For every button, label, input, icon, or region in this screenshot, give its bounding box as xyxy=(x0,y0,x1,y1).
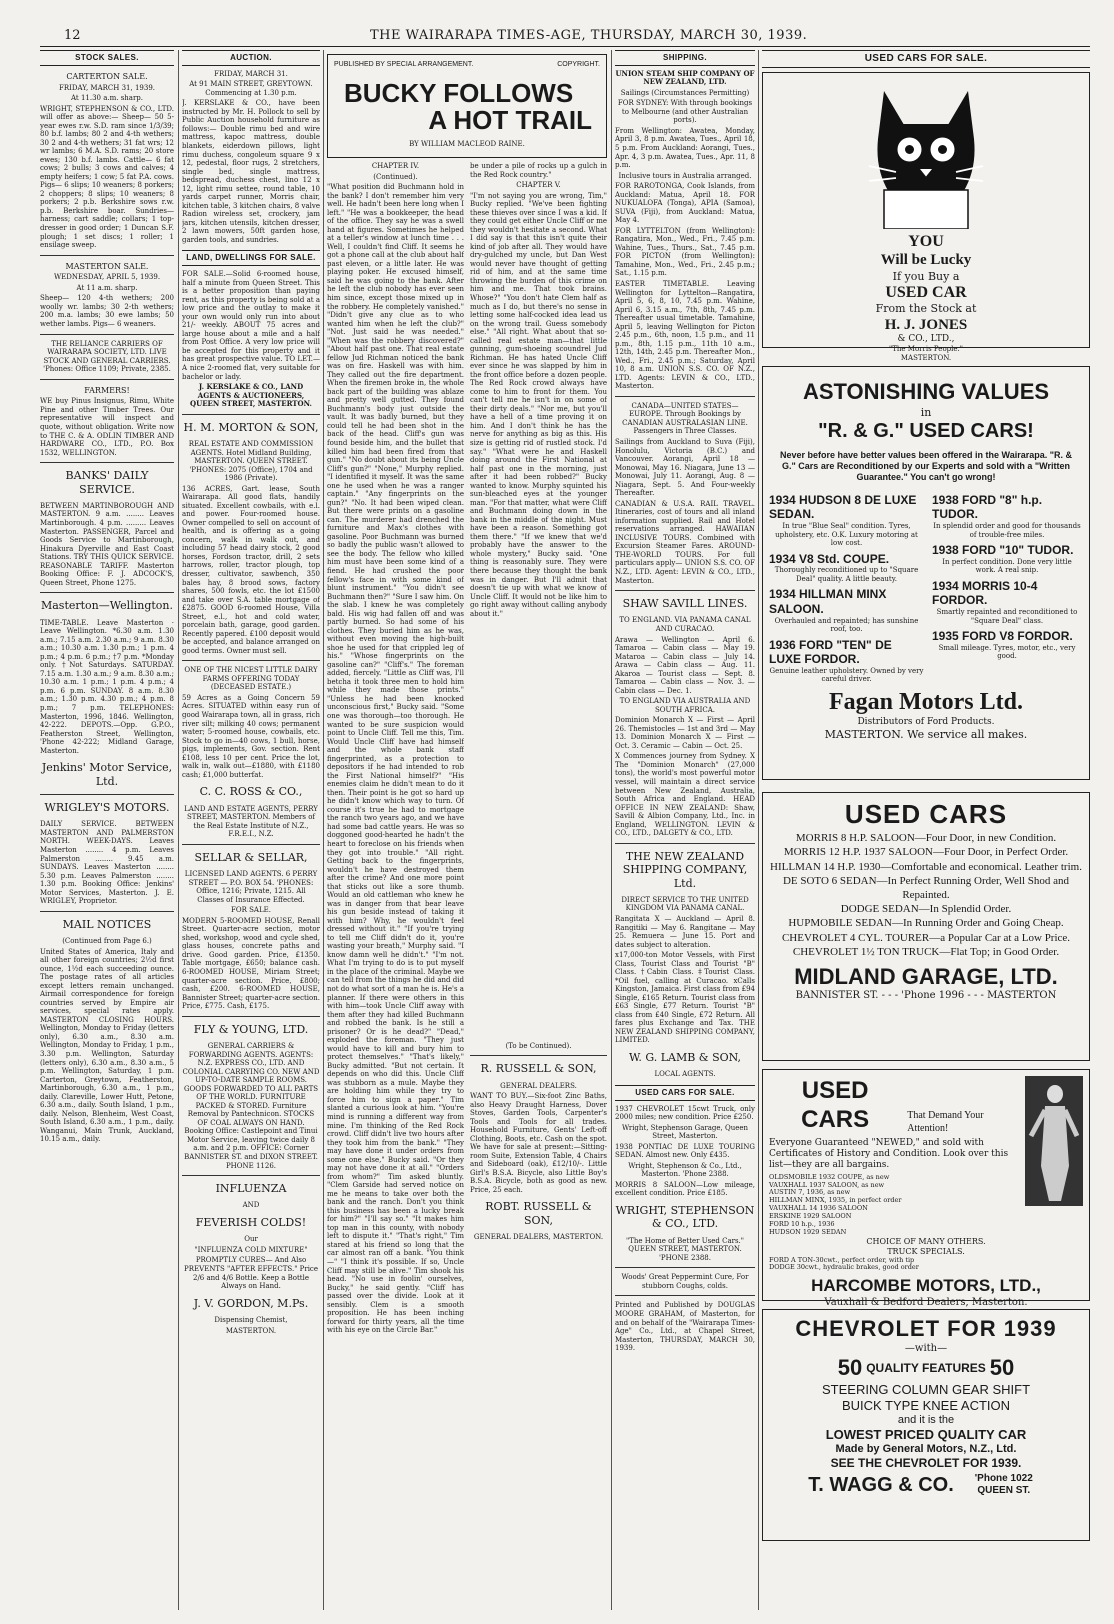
car-listing: AUSTIN 7, 1936, as new xyxy=(769,1188,851,1197)
ad-line: Made by General Motors, N.Z., Ltd. xyxy=(835,1443,1017,1456)
ad-line: USED CAR xyxy=(885,283,967,301)
ad-title: J. V. GORDON, M.Ps. xyxy=(193,1296,309,1310)
ad-text: PROMPTLY CURES— And Also PREVENTS "AFTER EFFECTS." Price 2/6 and 4/6 Bottle. Keep a Bottle Always on Hand. xyxy=(183,1256,318,1291)
section-header: LAND, DWELLINGS FOR SALE. xyxy=(182,250,320,266)
sailing-table: Arawa — Wellington — April 6. Tamaroa — Cabin class — May 19. Mataroa — Cabin class — July 14. Arawa — Cabin class — Aug. 11. Akaroa — Tourist class — Sept. 8. Tamaroa — Cabin class — Nov. 3. — Cabin class — Dec. 1. xyxy=(615,635,755,695)
serial-title-line1: BUCKY FOLLOWS xyxy=(344,77,574,108)
divider xyxy=(470,1055,607,1056)
dealer-foot: Vauxhall & Bedford Dealers, Masterton. xyxy=(824,1297,1028,1309)
banner-left: PUBLISHED BY SPECIAL ARRANGEMENT. xyxy=(334,61,474,68)
jones-ad xyxy=(762,72,1090,362)
ad-title: Jenkins' Motor Service, Ltd. xyxy=(41,761,173,788)
ad-headline: "R. & G." USED CARS! xyxy=(818,420,1034,443)
section-subtitle: (Continued from Page 6.) xyxy=(62,937,152,946)
agent-title: FLY & YOUNG, LTD. xyxy=(193,1022,309,1036)
section-title: MAIL NOTICES xyxy=(62,917,152,931)
small-ad: Woods' Great Peppermint Cure, For stubborn Coughs, colds. xyxy=(621,1273,749,1290)
car-model: 1934 HILLMAN MINX SALOON. xyxy=(769,587,887,616)
ad-text: Our xyxy=(244,1235,258,1244)
chapter-note: (Continued). xyxy=(373,172,418,181)
company-note: Sailings (Circumstances Permitting) xyxy=(620,88,750,97)
ad-line: Will be Lucky xyxy=(880,252,972,269)
feature-label: QUALITY FEATURES xyxy=(866,1361,986,1376)
listing-heading: FOR SALE. xyxy=(231,906,271,915)
section-header: AUCTION. xyxy=(182,50,320,66)
column-car-ads xyxy=(762,50,1090,1615)
ad-title: FARMERS! xyxy=(84,385,130,395)
divider xyxy=(40,255,174,256)
company-title: SHAW SAVILL LINES. xyxy=(622,597,748,611)
ad-headline: USED CARS xyxy=(801,1077,870,1134)
imprint: Printed and Published by DOUGLAS MOORE GRAHAM, of Masterton, for and on behalf of the "Wairarapa Times-Age" Co., Ltd., at Chapel Street, Masterton, THURSDAY, MARCH 30, 1939. xyxy=(615,1301,755,1353)
sale-date: FRIDAY, MARCH 31, 1939. xyxy=(58,83,156,92)
sailing-table: Sailings from Auckland to Suva (Fiji), Honolulu, Victoria (B.C.) and Vancouver. Aorangi, April 18 — Monowai, May 16. Niagara, June 13 — Monowai, July 11. Aorangi, Aug. 8 — Niagara, Sept. 5. And Four-weekly Thereafter. xyxy=(615,438,755,498)
car-listing: MORRIS 8 H.P. SALOON—Four Door, in new Condition. xyxy=(795,831,1057,844)
sale-title: MASTERTON SALE. xyxy=(65,261,149,271)
agent-details: GENERAL CARRIERS & FORWARDING AGENTS. AGENTS: N.Z. EXPRESS CO., LTD. AND COLONIAL CARRYING CO. NEW AND UP-TO-DATE SAMPLE ROOMS. GOODS FORWARDED TO ALL PARTS OF THE WORLD. FURNITURE PACKED & STORED. Furniture Removal by Pantechnicon. STOCKS OF COAL ALWAYS ON HAND. Booking Office: Castlepoint and Tinui Motor Service, leaving twice daily 8 a.m. and 2 p.m. OFFICE: Corner BANNISTER ST. and DIXON STREET. PHONE 1126. xyxy=(182,1042,320,1170)
sailing-table: From Wellington: Awatea, Monday, April 3, 8 p.m. Awatea, Tues., April 18, 5 p.m. From Auckland: Aorangi, Tues., Apr. 4, 3 p.m. Awatea, Tues., Apr. 11, 8 p.m. xyxy=(615,126,755,170)
car-listing: DE SOTO 6 SEDAN—In Perfect Running Order, Well Shod and Repainted. xyxy=(782,875,1070,901)
sale-listing: Sheep— 120 4-th wethers; 200 woolly wr. lambs; 30 2-th wethers; 200 m.a. lambs; 30 ewe lambs; 50 wether lambs. Pigs— 6 weaners. xyxy=(40,294,174,328)
car-listing: DODGE SEDAN—In Splendid Order. xyxy=(840,902,1012,915)
land-listing: MODERN 5-ROOMED HOUSE, Renall Street. Quarter-acre section, motor shed, workshop, wood and cycle shed, glass houses, concrete paths and drive. Good garden. Price, £1350. Table mortgage, £650; balance cash. 6-ROOMED HOUSE, Miriam Street; quarter-acre section. Price, £800; cash, £200. 6-ROOMED HOUSE, Bannister Street; quarter-acre section. Price, £775. Cash, £175. xyxy=(182,916,320,1011)
car-listing: MORRIS 12 H.P. 1937 SALOON—Four Door, in Perfect Order. xyxy=(783,846,1069,859)
divider xyxy=(182,660,320,661)
listing-heading: ONE OF THE NICEST LITTLE DAIRY FARMS OFFERING TODAY (DECEASED ESTATE.) xyxy=(184,666,318,692)
mail-body: United States of America, Italy and all other foreign countries; 2½d first ounce, 1½d each succeeding ounce. The postage rates of all articles except letters remain unchanged. Airmail correspondence for foreign countries served by Empire air services, special rates apply. MASTERTON CLOSING HOURS. Wellington, Monday to Friday (letters only), 6.30 a.m., 8.30 a.m. Wellington, Monday to Friday, 1 p.m., 3.30 p.m. Wellington, Saturday (letters only), 6.30 a.m., 8.30 a.m., 5 p.m. Wellington, Saturday, 1 p.m. Carterton, Greytown, Featherston, Martinborough, 6.30 a.m., 1 p.m., daily. Clareville, Lower Hutt, Petone, 6.30 a.m., daily. South Island, 1 p.m., daily. Nelson, Blenheim, West Coast, South Island, 6.30 a.m., 1 p.m., daily. Wanganui, Main Trunk, Auckland, 10.15 a.m., daily. xyxy=(40,947,174,1144)
ad-body: WE buy Pinus Insignus, Rimu, White Pine and other Timber Trees. Our representative will inspect and quote, without obligation. Write now to THE C. & A. ODLIN TIMBER AND HARDWARE CO., LTD., P.O. Box 1532, WELLINGTON. xyxy=(40,397,174,457)
ad-line: YOU xyxy=(908,232,944,250)
ad-line: —with— xyxy=(904,1343,948,1355)
car-listing: VAUXHALL 14 1936 SALOON xyxy=(769,1204,868,1213)
ad-title: Masterton—Wellington. xyxy=(40,599,173,613)
ad-headline: ASTONISHING VALUES xyxy=(802,379,1050,405)
agent-title: H. M. MORTON & SON, xyxy=(183,420,319,434)
column-rule xyxy=(611,50,612,1610)
car-listing: HUDSON 1929 SEDAN xyxy=(769,1228,847,1237)
story-text: be under a pile of rocks up a gulch in the Red Rock country." xyxy=(470,162,607,179)
ad-title: ROBT. RUSSELL & SON, xyxy=(485,1200,592,1227)
car-model: 1934 MORRIS 10-4 FORDOR. xyxy=(932,578,1038,608)
car-listing: 1937 CHEVROLET 15cwt Truck, only 2000 miles; new condition. Price £250. xyxy=(615,1104,755,1122)
dealer-name: T. WAGG & CO. xyxy=(808,1474,954,1497)
ad-body: WANT TO BUY.—Six-foot Zinc Baths, also Heavy Draught Harness, Dover Stoves, Garden Tools, Carpenter's Tools and Tools for all trades. Household Furniture, Gents' Left-off Clothing, Boots, etc. Cash on the spot. We have for sale at present:—Sitting-room Suite, Extension Table, 4 Chairs and Sideboard (oak), £12/10/-. Little Girl's B.S.A. Bicycle, also Little Boy's B.S.A. Bicycle, both as good as new. Price, 25 each. xyxy=(470,1092,607,1194)
auction-date: FRIDAY, MARCH 31. xyxy=(214,69,288,78)
timetable: TIME-TABLE. Leave Masterton · Leave Wellington. *6.30 a.m. 1.30 a.m.; 7.15 a.m. 2.30 a.m.; 9 a.m. 8.30 a.m.; 10.30 a.m. 1.30 p.m.; 1 p.m. 4 p.m.; 4 p.m. 6 p.m.; †7 p.m. *Monday only. †Not Saturdays. SATURDAY. 7.15 a.m. 1.30 a.m.; 9 a.m. 8.30 a.m.; 10.30 a.m. 1 p.m.; 1 p.m. 4 p.m.; 4 p.m. 6 p.m. SUNDAY. 8 a.m. 8.30 a.m.; 1.30 p.m. 4.30 p.m.; 4 p.m. 8 p.m.; 7 p.m. TELEPHONES: Masterton, 1996, 1846. Wellington, 42-222. DEPOTS.—Opp. G.P.O., Featherston Street, Wellington, 'Phone 42-222; Midland Garage, Masterton. xyxy=(40,618,174,755)
serial-author: BY WILLIAM MACLEOD RAINE. xyxy=(409,140,525,149)
route-note: CANADIAN & U.S.A. RAIL TRAVEL. Itineraries, cost of tours and all inland information supplied. Rail and Hotel reservations arranged. HAWAIIAN INCLUSIVE TOURS. Combined with Excursion Steamer Fares. AROUND-THE-WORLD TOURS. For full particulars apply— UNION S.S. CO. OF N.Z., LTD. Agent: LEVIN & CO., LTD., Masterton. xyxy=(615,499,755,585)
ad-title: INFLUENZA xyxy=(215,1182,287,1196)
dealer-foot: BANNISTER ST. - - - 'Phone 1996 - - - MASTERTON xyxy=(795,990,1057,1002)
sale-listing: WRIGHT, STEPHENSON & CO., LTD. will offer as above:— Sheep— 50 5-year ewes r.w. S.D. ram since 1/3/39; 80 b.f. lambs; 80 2 and 4-th wethers; 30 2 and 4-th wethers; 31 fat wrs; 12 wr lambs; 6 M.A. S.D. rams; 20 store ewes; 130 b.f. lambs. Cattle— 6 fat cows; 2 bulls; 3 cows and calves; 4 empty heifers; 1 cow; 5 fat P.A. cows. Pigs— 6 slips; 10 weaners; 8 porkers; 2 choppers; 8 slips; 10 weaners; 8 porkers; 2 p.b. Berkshire sows r.w. p.b. Berkshire boar. Sundries— harness; cart saddle; collars; 1 top-dresser in good order; 1 Duncan S.F. plough; 1 set discs; 1 roller; 1 ensilage sweep. xyxy=(40,104,174,250)
ad-text: AND xyxy=(242,1201,260,1210)
dealer-details: "The Home of Better Used Cars." QUEEN STREET, MASTERTON. 'PHONE 2388. xyxy=(626,1236,744,1262)
fagan-ad xyxy=(762,366,1090,780)
ad-line: BUICK TYPE KNEE ACTION xyxy=(841,1397,1011,1413)
chapter-heading: CHAPTER IV. xyxy=(371,162,420,170)
car-model: 1938 FORD "10" TUDOR. xyxy=(932,543,1074,558)
ad-headline: USED CARS xyxy=(844,799,1008,830)
column-rule xyxy=(758,50,759,1610)
route: CANADA—UNITED STATES—EUROPE. Through Bookings by CANADIAN AUSTRALASIAN LINE. Passengers in Three Classes. xyxy=(622,401,748,436)
divider xyxy=(615,1295,755,1296)
ad-line: and it is the xyxy=(897,1413,955,1426)
divider xyxy=(40,592,174,593)
divider xyxy=(40,462,174,463)
route: DIRECT SERVICE TO THE UNITED KINGDOM VIA PANAMA CANAL. xyxy=(621,895,749,913)
ad-title: R. RUSSELL & SON, xyxy=(480,1062,597,1076)
agent-details: LICENSED LAND AGENTS. 6 PERRY STREET — P.O. BOX 54. 'PHONES: Office, 1216; Private, 1215. All Classes of Insurance Effected. xyxy=(184,870,318,904)
route: FOR SYDNEY: With through bookings to Melbourne (and other Australian ports). xyxy=(617,99,753,125)
land-listing: FOR SALE.—Solid 6-roomed house, half a minute from Queen Street. This is a better proposition than paying rent, as this property is being sold at a low price and the outlay to make it your own would only run into about 21/- weekly. ABOUT 75 acres and large house about a mile and a half from Post Office. A very low price will be accepted for this property and it has great prospective value. TO LET.—A nice 2-roomed flat, very suitable for bachelor or lady. xyxy=(182,270,320,381)
continued-note: (To be Continued). xyxy=(505,1041,572,1050)
dealer-foot: MASTERTON. We service all makes. xyxy=(824,728,1028,742)
ad-body: BETWEEN MARTINBOROUGH AND MASTERTON. 9 a.m. ........ Leaves Martinborough. 4 p.m. ......... Leaves Masterton. PASSENGER, Parcel and Goods Service to Martinborough, Hinakura Dyerville and East Coast Stations. TRY THIS QUICK SERVICE. REASONABLE TARIFF. Masterton Booking Office: F. J. ADCOCK'S, Queen Street, Phone 1275. xyxy=(40,501,174,587)
ad-intro: Never before have better values been offered in the Wairarapa. "R. & G." Cars are Reconditioned by our Experts and sold with a "Written Guarantee." You can't go wrong! xyxy=(779,449,1073,482)
car-dealer: Wright, Stephenson Garage, Queen Street, Masterton. xyxy=(621,1123,749,1141)
car-model: 1934 HUDSON 8 DE LUXE SEDAN. xyxy=(769,492,917,522)
classical-figure-illustration xyxy=(1025,1076,1083,1206)
ad-line: STEERING COLUMN GEAR SHIFT xyxy=(821,1382,1031,1398)
sailing-table: Dominion Monarch X — First — April 26. Themistocles — 1st and 3rd — May 13. Dominion Monarch X — First — Oct. 3. Ceramic — Cabin — Oct. 25. xyxy=(615,716,755,750)
newspaper-title: THE WAIRARAPA TIMES-AGE, THURSDAY, MARCH 30, 1939. xyxy=(370,28,808,43)
car-listing: 1938 PONTIAC DE LUXE TOURING SEDAN. Almost new. Only £435. xyxy=(615,1142,755,1160)
ad-line: LOWEST PRICED QUALITY CAR xyxy=(825,1427,1027,1443)
dealer-name: MIDLAND GARAGE, LTD. xyxy=(794,963,1058,989)
dealer-name: H. J. JONES xyxy=(884,316,968,333)
company-name: UNION STEAM SHIP COMPANY OF NEW ZEALAND, LTD. xyxy=(615,68,755,87)
column-serial xyxy=(327,50,607,1615)
section-header: USED CARS FOR SALE. xyxy=(762,50,1090,68)
car-description: In perfect condition. Done very little work. A real snip. xyxy=(942,557,1072,575)
divider xyxy=(40,794,174,795)
ad-title: FEVERISH COLDS! xyxy=(195,1215,307,1229)
timetable: DAILY SERVICE. BETWEEN MASTERTON AND PALMERSTON NORTH. WEEK-DAYS. Leaves Masterton ........ 4 p.m. Leaves Palmerston ........ 9.45 a.m. SUNDAYS. Leaves Masterton ........ 5.30 p.m. Leaves Palmerston ........ 1.30 p.m. Booking Office: Jenkins' Motor Services, Masterton. J. E. WRIGLEY, Proprietor. xyxy=(40,820,174,906)
car-listing: OLDSMOBILE 1932 COUPE, as new xyxy=(769,1172,890,1181)
chapter-heading: CHAPTER V. xyxy=(516,181,561,190)
car-listing: HILLMAN MINX, 1935, in perfect order xyxy=(769,1196,902,1205)
dealer-sub: Distributors of Ford Products. xyxy=(857,717,995,728)
sale-time: At 11.30 a.m. sharp. xyxy=(70,94,144,103)
car-listing: HILLMAN 14 H.P. 1930—Comfortable and economical. Leather trim. xyxy=(770,860,1082,873)
car-list xyxy=(769,832,1083,960)
ad-line: & CO., LTD., xyxy=(897,334,955,345)
car-model: 1934 V8 Std. COUPE. xyxy=(769,551,890,566)
ad-line: DODGE 30cwt., hydraulic brakes, good order xyxy=(769,1263,919,1272)
car-listing: MORRIS 8 SALOON—Low mileage, excellent condition. Price £185. xyxy=(615,1180,755,1198)
masthead xyxy=(40,26,1090,47)
divider xyxy=(615,396,755,397)
car-listing: CHEVROLET 1½ TON TRUCK—Flat Top; in Good Order. xyxy=(792,946,1060,959)
divider xyxy=(182,1175,320,1176)
black-cat-illustration xyxy=(851,79,1001,229)
harcombe-ad xyxy=(762,1069,1090,1309)
sailing-table: Rangitata X — Auckland — April 8. Rangitiki — May 6. Rangitane — May 25. Remuera — June 15. Port and dates subject to alteration. xyxy=(615,915,755,949)
car-model: 1938 FORD "8" h.p. TUDOR. xyxy=(932,492,1043,522)
agent-title: C. C. ROSS & CO., xyxy=(199,785,303,799)
car-model: 1936 FORD "TEN" DE LUXE FORDOR. xyxy=(769,637,892,667)
column-auction xyxy=(182,50,320,1615)
ad-headline: CHEVROLET FOR 1939 xyxy=(795,1316,1057,1342)
serial-text-left xyxy=(327,162,464,1615)
ad-title: WRIGLEY'S MOTORS. xyxy=(44,800,170,814)
route: TO ENGLAND VIA AUSTRALIA AND SOUTH AFRICA. xyxy=(619,697,751,714)
divider xyxy=(615,1267,755,1268)
ad-title: BANKS' DAILY SERVICE. xyxy=(65,469,149,496)
route: FOR LYTTELTON (from Wellington): Rangatira, Mon., Wed., Fri., 7.45 p.m. Wahine, Tues., Thurs., Sat., 7.45 p.m. FOR PICTON (from Wellington): Tamahine, Mon., Wed., Fri., 2.45 p.m.; Sat., 1.15 p.m. xyxy=(615,226,755,278)
dealer-title: WRIGHT, STEPHENSON & CO., LTD. xyxy=(615,1203,755,1231)
story-text: "What position did Buchmann hold in the bank? I don't remember him very well. He hadn't been here long when I left." "He was a bookkeeper, the head of the office. They say he was a swell hand at figures. Sometimes he helped at a teller's window at lunch time . . . Well, I couldn't find Cliff. It seems he got a phone call at the club about half past eleven, or a little later. He was playing poker. He excused himself, said he was going to the bank. After he left the club nobody has ever seen him since, except those mixed up in the robbery. He completely vanished." "Didn't give any clue as to who wanted him when he left the club?" "Not. Just said he was needed." "When was the robbery discovered?" "About half past one. That real estate fellow Jud Richman noticed the bank was on fire. Haskell was with him. They called out the fire department. When the firemen broke in, the whole back part of the building was ablaze and pretty well gutted. They found Buchmann's body just outside the vault. It was badly burned, but they could tell he had been shot in the back of the head. Cliff's gun was found beside him, and the bullet that killed him had been fired from that gun." "No doubt about its being Uncle Cliff's gun?" "None," Murphy replied. "I identified it myself. It was the same one he used when he was a ranger captain." "Any fingerprints on the gun?" "No. It had been wiped clean. But there were prints on a gasoline can. The murderer had drenched the furniture and Max's clothes with gasoline. Poor Buchmann was burned so badly the public wasn't allowed to see the body. The fellow who killed him must have been some kind of a fiend. He had crushed the poor fellow's face in with some kind of blunt instrument." "You didn't see Buchmann then?" "Sure I saw him. On the slab. I knew he was completely bald. His wig had fallen off and was partly burned. So had some of his clothes. They buried him as he was, without even moving the high-built shoe he used for that crippled leg of his." "Whose fingerprints on the gasoline can?" "Cliff's." The foreman added, fiercely. "Little as Cliff was, I'll betcha it took three men to hold him while they made those prints." "Unless he had been knocked unconscious first," Bucky said. "Some one was thorough—too thorough. He wanted to be sure suspicion would point to Uncle Cliff. Tell me this, Tim. Would Uncle Cliff have had himself and the whole bank staff fingerprinted, as a protection to depositors if he had intended to rob the First National himself?" "His enemies claim he didn't mean to do it then. Their point is he got so hard up he didn't know which way to turn. Of course it's true he had to mortgage the ranch two years ago, and we have had some bad cattle years. He was so doggoned good-hearted he hadn't the heart to foreclose on his friends when they got into trouble." "All right. Getting back to the fingerprints, wouldn't he have destroyed them after the crime? And one more point that sticks out like a sore thumb. Would an old cattleman who knew he was in danger from that bear leave his gun beside instead of taking it with him? Why, he wouldn't feel dressed without it." "If you're trying to tell me Cliff didn't do it, you're wasting your breath," Murphy said. "I know damn well he didn't." "I'm not. What I'm trying to do is to put myself in the place of the criminal. Maybe we can tell from the things he did and did not do what sort of a man he is. He's a planner. If there were others in this with him—took Uncle Cliff away with them after they had killed Buchmann and robbed the bank. Is he still a prisoner? Or is he dead?" "Dead," exploded the foreman. "They just would have to kill and bury him to protect themselves." "That's likely," Bucky admitted. "But not certain. It depends on who did this. Uncle Cliff was stubborn as a mule. Maybe they are holding him while they try to force him to sign a paper." Tim slanted a curious look at him. "You're mind is running a different way from mine. I'm thinking of the Red Rock crowd. Cliff didn't live two hours after they took him from the bank." "They may have done it under orders from some one else," Bucky said. "Or they may not have done it at all." "Orders from whom?" Tim asked bluntly. "Clem Garside had served notice on me he means to take over both the bank and the ranch. Don't you think this business has been a lucky break for him?" "I'll say so." "It makes him top man in this county, with nobody left to dispute it." "That's right," Tim stared at his friend so long that the car almost ran off a bank. "You think—" "I think it's possible. If so, Uncle Cliff may still be alive." Tim shook his head. "No use in foolin' ourselves, Bucky," he said gently. "Cliff has passed over the divide. Look at it sensibly. Clem is a smooth proposition. He has been inching forward for thirty years, all the time with his eye on the Circle Bar." xyxy=(327,183,464,1335)
company-title: THE NEW ZEALAND SHIPPING COMPANY, Ltd. xyxy=(622,849,748,890)
ad-line: From the Stock at xyxy=(875,302,977,316)
car-description: Genuine leather upholstery. Owned by very careful driver. xyxy=(769,666,924,684)
ad-line: If you Buy a xyxy=(892,269,960,283)
timetable: EASTER TIMETABLE. Leaving Wellington for Lyttelton—Rangatira, April 5, 6, 8, 10, 7.45 p.m. Wahine, April 6, 3.15 a.m., 7th, 8th, 7.45 p.m. Thereafter usual timetable. Tamahine, April 5, leaving Wellington for Picton 2.45 p.m., 6th, noon, 1.5 p.m., and 11 p.m., 8th, 1.15 p.m., 11th 10 a.m., 12th, 14th, 2.45 p.m. Thereafter Mon., Wed., Fri., 2.45 p.m.; Saturday, April 10, 8 a.m. UNION S.S. CO. OF N.Z., LTD. Agents: LEVIN & CO., LTD., Masterton. xyxy=(615,279,755,391)
divider xyxy=(40,334,174,335)
ad-subtitle: GENERAL DEALERS. xyxy=(500,1081,577,1090)
section-header: USED CARS FOR SALE. xyxy=(615,1085,755,1101)
ad-line: CHOICE OF MANY OTHERS. xyxy=(866,1237,986,1246)
divider xyxy=(182,414,320,415)
agent-title: SELLAR & SELLAR, xyxy=(194,850,308,864)
car-listing: CHEVROLET 4 CYL. TOURER—a Popular Car at a Low Price. xyxy=(781,931,1071,944)
route: FOR RAROTONGA, Cook Islands, from Auckland: Matua, April 18. FOR NUKUALOFA (Tonga), APIA (Samoa), SUVA (Fiji), from Auckland: Matua, May 4. xyxy=(615,182,755,225)
land-listing: 59 Acres as a Going Concern 59 Acres. SITUATED within easy run of good Wairarapa town, all in grass, rich river silt; milking 40 cows; permanent water; 5-roomed house, cowbails, etc. Stock to go in—40 cows, 1 bull, horse, pigs, implements, Gov. section. Rent £108, less 10 per cent. Price the lot, walk in, walk out—£1880, with £1180 cash; £1,000 butterfat. xyxy=(182,693,320,779)
sale-date: WEDNESDAY, APRIL 5, 1939. xyxy=(53,273,161,282)
feature-count: 50 xyxy=(837,1355,863,1381)
agent-note: LOCAL AGENTS. xyxy=(654,1070,716,1079)
car-list xyxy=(769,1174,1019,1237)
dealer-name: Fagan Motors Ltd. xyxy=(829,688,1023,715)
car-description: Smartly repainted and reconditioned to "Square Deal" class. xyxy=(936,607,1078,625)
car-list xyxy=(769,489,1083,684)
dealer-phone: 'Phone 1022 QUEEN ST. xyxy=(974,1473,1033,1497)
column-rule xyxy=(323,50,324,1610)
divider xyxy=(615,843,755,844)
company-title: W. G. LAMB & SON, xyxy=(628,1050,742,1064)
serial-title-line2: A HOT TRAIL xyxy=(428,104,592,135)
divider xyxy=(182,1016,320,1017)
car-listing: HUPMOBILE SEDAN—In Running Order and Going Cheap. xyxy=(788,917,1064,930)
car-dealer: Wright, Stephenson & Co., Ltd., Masterton. 'Phone 2388. xyxy=(628,1161,742,1179)
car-listing: ERSKINE 1929 SALOON xyxy=(769,1212,852,1221)
section-header: STOCK SALES. xyxy=(40,50,174,66)
serial-text-right xyxy=(470,162,607,1615)
dealer-name: HARCOMBE MOTORS, LTD., xyxy=(811,1276,1041,1296)
ad-intro: Everyone Guaranteed "NEWED," and sold with Certificates of History and Condition. Look over this list—they are all bargains. xyxy=(769,1137,1009,1170)
car-description: Overhauled and repainted; has sunshine roof, too. xyxy=(774,616,919,634)
serial-banner xyxy=(327,54,607,158)
car-description: Small mileage. Tyres, motor, etc., very good. xyxy=(938,643,1076,661)
ad-subtitle: GENERAL DEALERS, MASTERTON. xyxy=(473,1233,604,1242)
wagg-ad xyxy=(762,1309,1090,1541)
car-model: 1935 FORD V8 FORDOR. xyxy=(932,629,1073,644)
car-description: Thoroughly reconditioned up to "Square Deal" quality. A little beauty. xyxy=(774,566,919,583)
agent-details: LAND AND ESTATE AGENTS, PERRY STREET, MASTERTON. Members of the Real Estate Institute of N.Z., F.R.E.I., N.Z. xyxy=(184,804,318,839)
column-rule xyxy=(178,50,179,1610)
sale-title: CARTERTON SALE. xyxy=(66,71,148,81)
product-name: "INFLUENZA COLD MIXTURE" xyxy=(194,1245,308,1254)
car-listing: FORD 10 h.p., 1936 xyxy=(769,1220,835,1229)
divider xyxy=(40,911,174,912)
auction-place: At 91 MAIN STREET, GREYTOWN. Commencing at 1.30 p.m. xyxy=(189,80,313,97)
car-description: In true "Blue Seal" condition. Tyres, upholstery, etc. O.K. Luxury motoring at low cost. xyxy=(775,521,918,548)
car-listing: VAUXHALL 1937 SALOON, as new xyxy=(769,1180,885,1189)
carriers-notice: THE RELIANCE CARRIERS OF WAIRARAPA SOCIETY, LTD. LIVE STOCK AND GENERAL CARRIERS. 'Phones: Office 1109; Private, 2385. xyxy=(43,339,171,374)
ad-line: in xyxy=(920,406,932,420)
story-text: "I'm not saying you are wrong, Tim," Bucky replied. "We've been fighting these thieves over since I was a kid. If they could get either Uncle Cliff or me they wouldn't hesitate a second. What I did say is that this isn't quite their kind of job after all. They would have dry-gulched my uncle, but Dan West would never have thought of getting rid of him, and at the same time throwing the burden of this crime on him and me. That took brains. Whose?" "You don't hate Clem half as much as I do, but there's no sense in letting some half-cocked idea lead us on the wrong trail. Guess somebody else." "All right. What about that so-called real estate man—that little gunning, gum-shoeing scoundrel Jud Richman. He has hated Uncle Cliff ever since he was slapped by him in the front office before a dozen people. The Red Rock crowd always have come to him to front for them. You can't tell me he isn't in on some of their dirty deals." "Nor me, but you'll have a hell of a time proving it on him. And I don't think he has the nerve for anything as big as this. His size is getting rid of rustled stock. I'd say." "What were he and Haskell doing around the First National at half past one in the morning, just after it had been robbed?" Bucky wanted to know. Murphy squinted his sun-bleached eyes at the younger man. "For that matter, what were Cliff and Buchmann doing down in the bank in the middle of the night. Must have been a reason. Something got them there." "If we knew that we'd probably have the answer to the whole mystery," Bucky said. "One thing is reasonably sure. They were there because they thought the bank was in danger. But I'll admit that doesn't tie up with what we know of Uncle Cliff. It would not be like him to go right away without calling anybody about it." xyxy=(470,191,607,618)
route-note: x17,000-ton Motor Vessels, with First Class, Tourist Class and Tourist "B" Class. †Cabin Class. ‡Tourist Class. *Oil fuel, calling at Curacao. xCalls Kingston, Jamaica. First class from £94 Single, £165 Return. Tourist class from £63 Single, £77 Return. Tourist "B" class from £40 Single, £72 Return. All fares plus Exchange and Tax. THE NEW ZEALAND SHIPPING COMPANY, LIMITED. xyxy=(615,951,755,1045)
divider xyxy=(615,590,755,591)
ad-subheadline: That Demand Your Attention! xyxy=(907,1110,984,1134)
route-note: Inclusive tours in Australia arranged. xyxy=(618,171,752,180)
car-list-left xyxy=(769,489,924,684)
section-header: SHIPPING. xyxy=(615,50,755,66)
ad-line: SEE THE CHEVROLET FOR 1939. xyxy=(830,1456,1022,1471)
ad-text: MASTERTON. xyxy=(225,1326,277,1335)
car-list-right xyxy=(932,489,1082,684)
page-number: 12 xyxy=(64,28,81,43)
ad-line: TRUCK SPECIALS. xyxy=(887,1246,965,1256)
quality-features xyxy=(769,1355,1083,1382)
route-note: X Commences journey from Sydney. X The "Dominion Monarch" (27,000 tons), the world's most powerful motor vessel, will maintain a direct service between New Zealand, Australia, South Africa and England. HEAD OFFICE IN NEW ZEALAND: Shaw, Savill & Albion Company, Ltd., Inc. in England, WELLINGTON. LEVIN & CO., LTD., DALGETY & CO., LTD. xyxy=(615,752,755,838)
car-description: In splendid order and good for thousands of trouble-free miles. xyxy=(933,521,1081,539)
agent-details: REAL ESTATE AND COMMISSION AGENTS. Hotel Midland Building, MASTERTON. QUEEN STREET. 'PHONES: 2075 (Office), 1704 and 1986 (Private). xyxy=(188,440,314,483)
land-listing: 136 ACRES, Gart. lease, South Wairarapa. All good flats, handily situated. Excellent cowbails, with e.l. and power. Four-roomed house. Owner compelled to sell on account of health, and is offering as a going concern, walk in walk out, and including 57 head dairy stock, 2 good horses, Fordson tractor, drill, 2 sets harrows, roller, tractor plough, top dresser, cultivator, sawbench, 350 bales hay, 8 brood sows, factory shares, 500 fowls, etc. the lot £1500 and take over S.A. table mortgage of £2875. GOOD 6-roomed House, Villa Street, e.l., hot and cold water, porcelain bath, garage, good garden. Recently papered. £100 deposit would be accepted, and balance arranged on good terms. Owner must sell. xyxy=(182,484,320,655)
divider xyxy=(40,379,174,380)
column-stock-sales xyxy=(40,50,174,1615)
ad-text: Dispensing Chemist, xyxy=(214,1315,288,1324)
ad-line: "The Morris People." xyxy=(889,345,963,354)
feature-count: 50 xyxy=(989,1355,1015,1381)
divider xyxy=(182,844,320,845)
midland-ad xyxy=(762,792,1090,1061)
ad-line: FORD A TON-30cwt., perfect order, with tip xyxy=(769,1255,915,1264)
route: TO ENGLAND. VIA PANAMA CANAL AND CURACAO. xyxy=(619,616,751,633)
banner-right: COPYRIGHT. xyxy=(557,61,600,68)
sale-time: At 11 a.m. sharp. xyxy=(76,283,138,292)
agent-name: J. KERSLAKE & CO., LAND AGENTS & AUCTIONEERS, QUEEN STREET, MASTERTON. xyxy=(190,382,312,409)
ad-line: MASTERTON. xyxy=(900,353,952,362)
auction-listing: J. KERSLAKE & CO., have been instructed by Mr. H. Pollock to sell by Public Auction household furniture as follows:— Double rimu bed and wire mattress, kapoc mattress, double blankets, eiderdown pillows, light rimu duchess, congoleum square 9 x 12, pedestal, floor rugs, 2 stretchers, single bed, single mattress, bedspread, duchess chest, lino 12 x 12, light rimu settee, round table, 10 yards carpet runner, Morris chair, kitchen table, 3 kitchen chairs, 8 valve Radion wireless set, crockery, jam jars, kitchen utensils, kitchen dresser, 2 lawn mowers, 50ft garden hose, garden tools, and sundries. xyxy=(182,99,320,244)
column-shipping xyxy=(615,50,755,1615)
